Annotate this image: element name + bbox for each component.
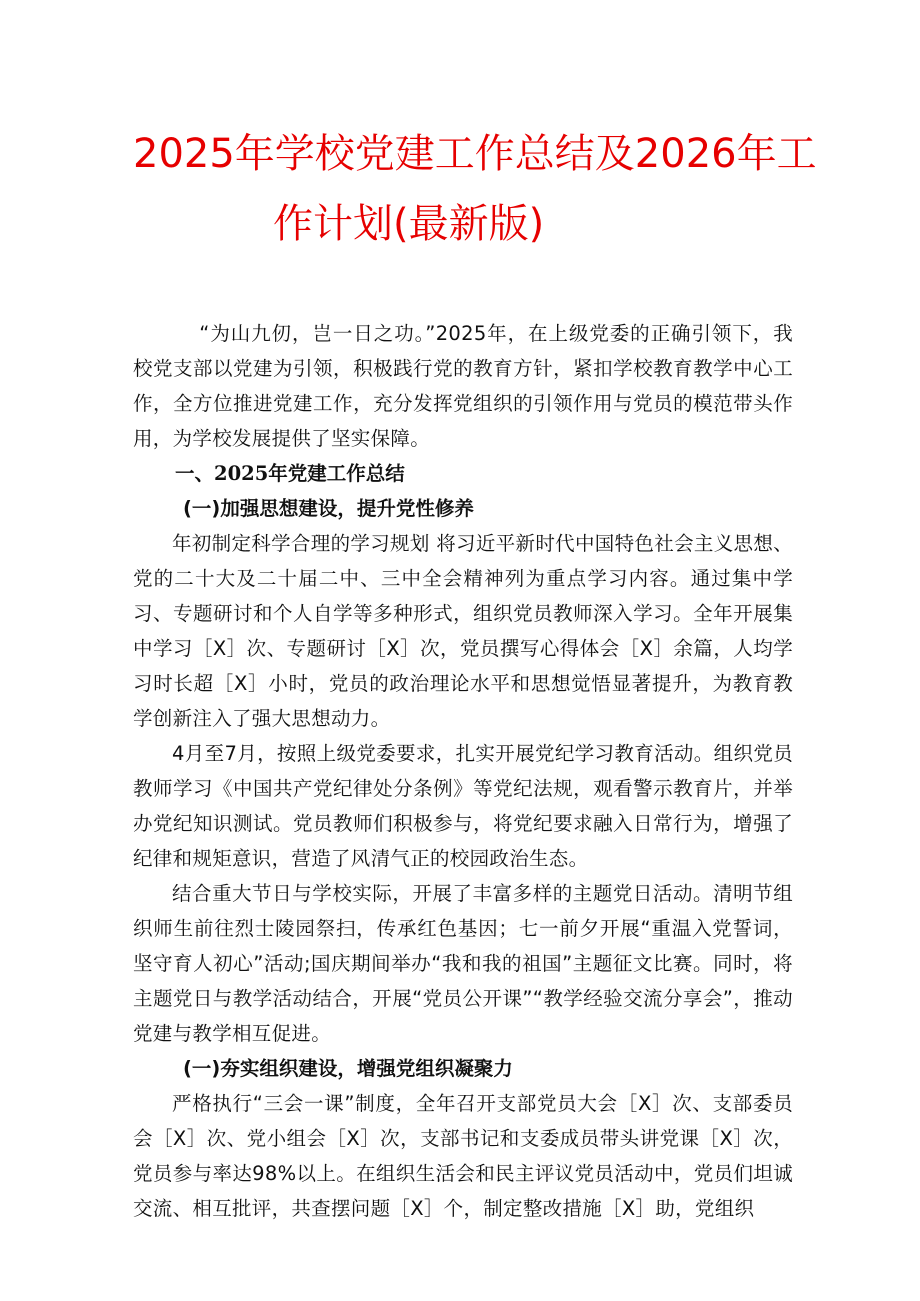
subsection-heading-1: (一)加强思想建设，提升党性修养 — [183, 497, 474, 520]
body-paragraph: 结合重大节日与学校实际，开展了丰富多样的主题党日活动。清明节组织师生前往烈士陵园祭扫，传承红色基因；七一前夕开展“重温入党誓词，坚守育人初心”活动;国庆期间举办“我和我的祖国”主题征文比赛。同时，将主题党日与教学活动结合，开展“党员公开课”“教学经验交流分享会”，推动党建与教学相互促进。 — [133, 882, 793, 1045]
subsection-heading-2: (一)夯实组织建设，增强党组织凝聚力 — [183, 1057, 513, 1080]
document-title-line-2: 作计划(最新版) — [273, 201, 545, 247]
document-body — [133, 316, 793, 1226]
document-title-line-1: 2025年学校党建工作总结及2026年工 — [133, 131, 817, 177]
body-paragraph: 年初制定科学合理的学习规划 将习近平新时代中国特色社会主义思想、党的二十大及二十届二中、三中全会精神列为重点学习内容。通过集中学习、专题研讨和个人自学等多种形式，组织党员教师深入学习。全年开展集中学习［X］次、专题研讨［X］次，党员撰写心得体会［X］余篇，人均学习时长超［X］小时，党员的政治理论水平和思想觉悟显著提升，为教育教学创新注入了强大思想动力。 — [133, 532, 793, 730]
body-paragraph: 4月至7月，按照上级党委要求，扎实开展党纪学习教育活动。组织党员教师学习《中国共产党纪律处分条例》等党纪法规，观看警示教育片，并举办党纪知识测试。党员教师们积极参与，将党纪要求融入日常行为，增强了纪律和规矩意识，营造了风清气正的校园政治生态。 — [133, 742, 793, 870]
body-paragraph: 严格执行“三会一课”制度，全年召开支部党员大会［X］次、支部委员会［X］次、党小组会［X］次，支部书记和支委成员带头讲党课［X］次，党员参与率达98%以上。在组织生活会和民主评议党员活动中，党员们坦诚交流、相互批评，共查摆问题［X］个，制定整改措施［X］助，党组织 — [133, 1092, 793, 1220]
intro-paragraph: “为山九仞，岂一日之功。”2025年，在上级党委的正确引领下，我校党支部以党建为引领，积极践行党的教育方针，紧扣学校教育教学中心工作，全方位推进党建工作，充分发挥党组织的引领作用与党员的模范带头作用，为学校发展提供了坚实保障。 — [133, 322, 793, 450]
section-heading-1: 一、2025年党建工作总结 — [175, 462, 405, 485]
